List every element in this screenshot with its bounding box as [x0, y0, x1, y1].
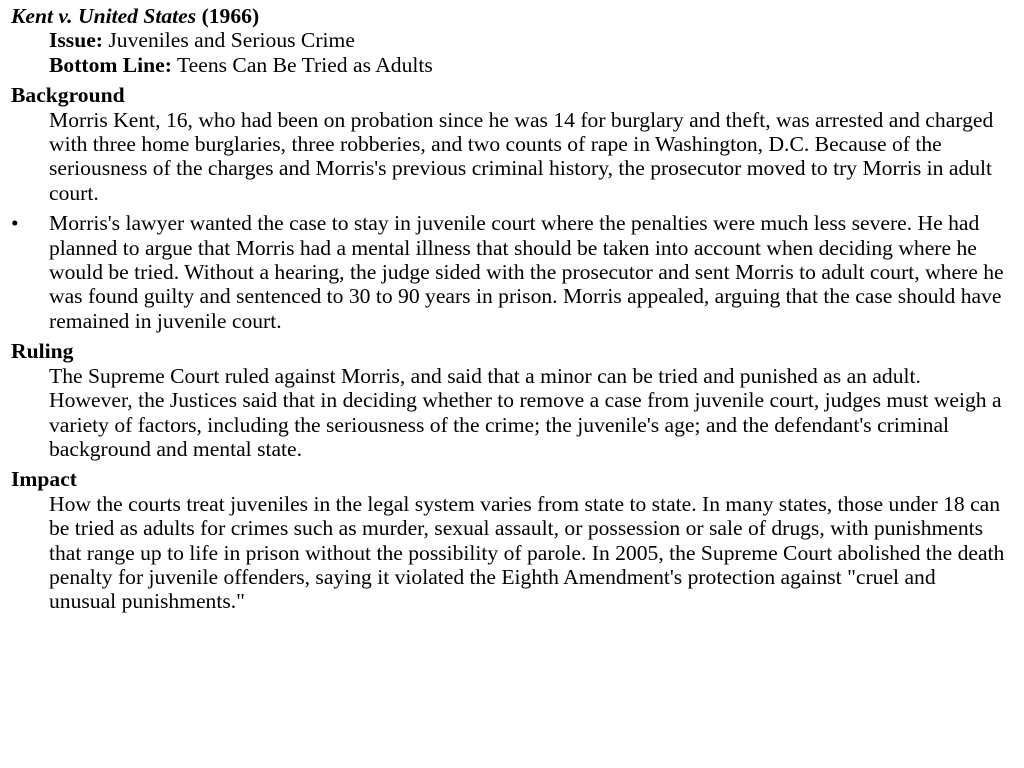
- ruling-heading: Ruling: [11, 339, 74, 364]
- case-name: Kent v. United States: [11, 4, 197, 28]
- ruling-paragraph: The Supreme Court ruled against Morris, and said that a minor can be tried and punished as an adult. However, the Justices said that in deciding whether to remove a case from juvenile court, judges must weigh a variety of factors, including the seriousness of the crime; the juvenile's age; and the defendant's criminal background and mental state.: [49, 363, 1002, 461]
- bullet-icon: •: [11, 211, 19, 236]
- background-bullet-item: [11, 211, 1006, 333]
- background-heading: Background: [11, 83, 125, 108]
- case-title: [11, 4, 1006, 28]
- issue-label: Issue:: [49, 28, 103, 53]
- issue-line: [49, 28, 1006, 52]
- background-paragraph: Morris Kent, 16, who had been on probation since he was 14 for burglary and theft, was arrested and charged with three home burglaries, three robberies, and two counts of rape in Washington, D.C. Because of the seriousness of the charges and Morris's previous criminal history, the prosecutor moved to try Morris in adult court.: [49, 107, 994, 205]
- impact-paragraph: How the courts treat juveniles in the legal system varies from state to state. In many states, those under 18 can be tried as adults for crimes such as murder, sexual assault, or possession or sale of drugs, with punishments that range up to life in prison without the possibility of parole. In 2005, the Supreme Court abolished the death penalty for juvenile offenders, saying it violated the Eighth Amendment's protection against "cruel and unusual punishments.": [49, 491, 1005, 614]
- issue-text: Juveniles and Serious Crime: [108, 28, 355, 53]
- case-year: (1966): [201, 4, 260, 28]
- bottom-line-text: Teens Can Be Tried as Adults: [176, 52, 433, 77]
- impact-heading: Impact: [11, 467, 77, 492]
- bottom-line-label: Bottom Line:: [49, 52, 172, 77]
- bottom-line: [49, 53, 1006, 77]
- background-bullet-text: Morris's lawyer wanted the case to stay in juvenile court where the penalties were much less severe. He had planned to argue that Morris had a mental illness that should be taken into account when deciding where he would be tried. Without a hearing, the judge sided with the prosecutor and sent Morris to adult court, where he was found guilty and sentenced to 30 to 90 years in prison. Morris appealed, arguing that the case should have remained in juvenile court.: [49, 211, 1004, 333]
